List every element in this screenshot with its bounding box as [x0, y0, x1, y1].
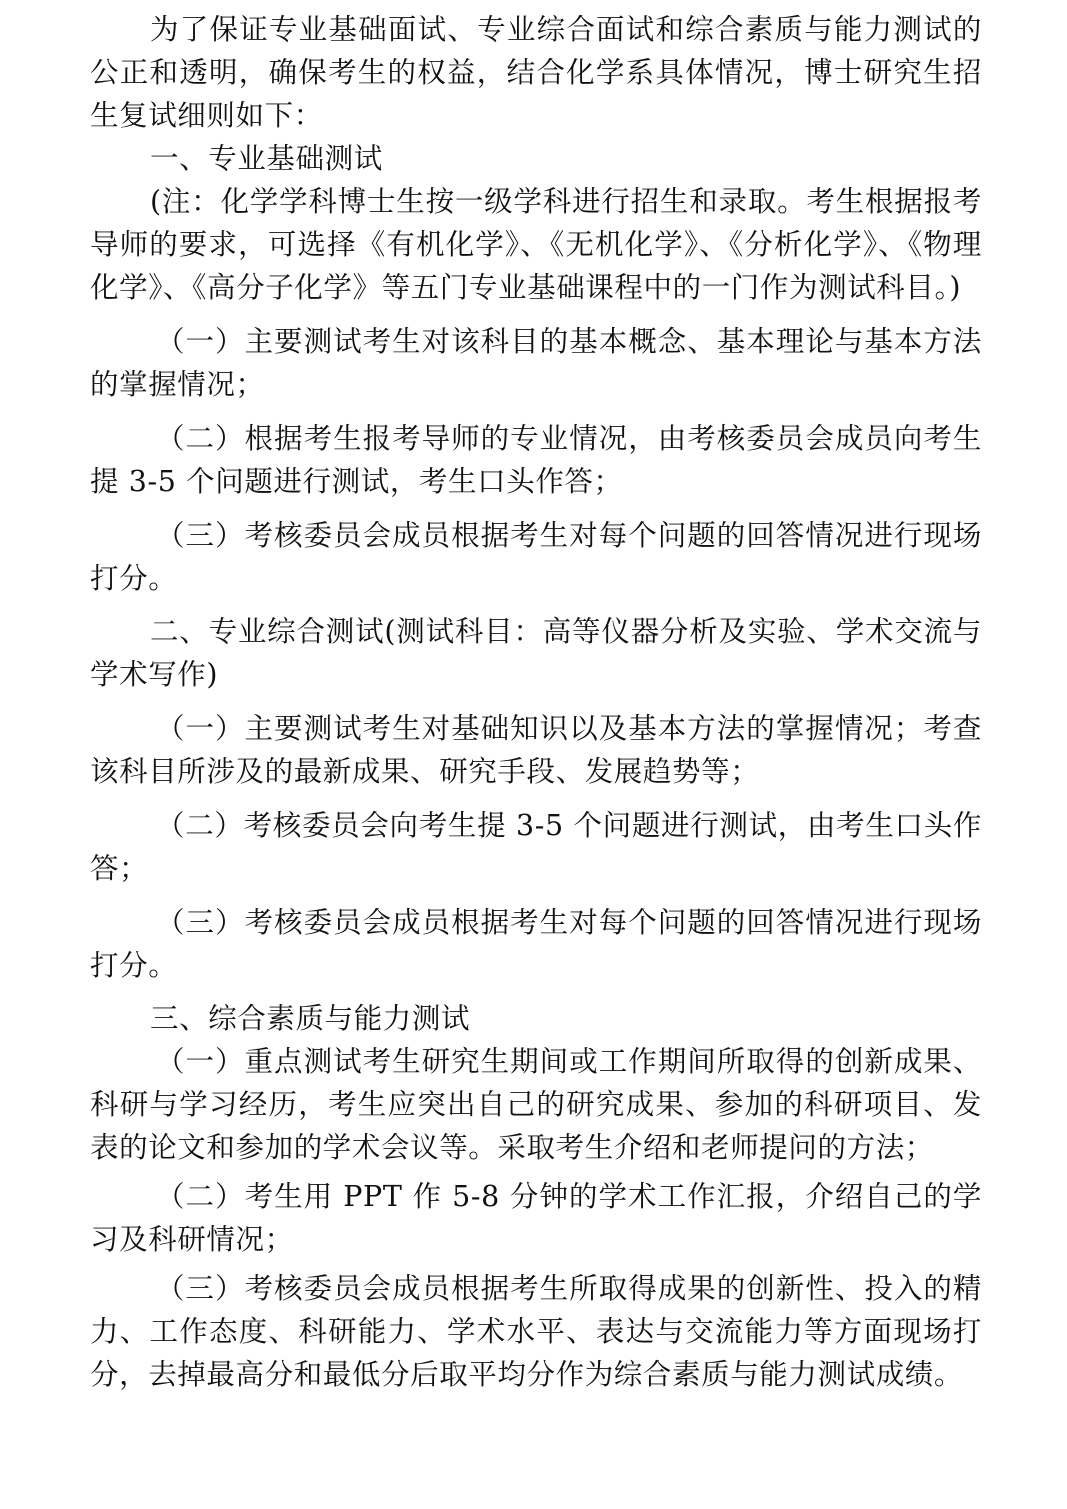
- section-2-item-3: （三）考核委员会成员根据考生对每个问题的回答情况进行现场打分。: [90, 906, 982, 982]
- intro-paragraph: 为了保证专业基础面试、专业综合面试和综合素质与能力测试的公正和透明，确保考生的权益，结合化学系具体情况，博士研究生招生复试细则如下：: [90, 13, 982, 132]
- section-3-item-3: （三）考核委员会成员根据考生所取得成果的创新性、投入的精力、工作态度、科研能力、学术水平、表达与交流能力等方面现场打分，去掉最高分和最低分后取平均分作为综合素质与能力测试成绩。: [90, 1272, 982, 1391]
- section-3-heading: 三、综合素质与能力测试: [150, 1002, 471, 1035]
- section-1-item-2: （二）根据考生报考导师的专业情况，由考核委员会成员向考生提 3-5 个问题进行测试，考生口头作答；: [90, 422, 982, 498]
- section-1-note: (注：化学学科博士生按一级学科进行招生和录取。考生根据报考导师的要求，可选择《有机化学》、《无机化学》、《分析化学》、《物理化学》、《高分子化学》等五门专业基础课程中的一门作为测试科目。): [90, 185, 982, 304]
- section-1-item-3: （三）考核委员会成员根据考生对每个问题的回答情况进行现场打分。: [90, 519, 982, 595]
- section-1-item-1: （一）主要测试考生对该科目的基本概念、基本理论与基本方法的掌握情况；: [90, 325, 982, 401]
- section-2-item-2: （二）考核委员会向考生提 3-5 个问题进行测试，由考生口头作答；: [90, 809, 982, 885]
- document-page: [90, 0, 982, 1396]
- section-2-heading: 二、专业综合测试(测试科目：高等仪器分析及实验、学术交流与学术写作): [90, 615, 982, 691]
- section-3-item-2: （二）考生用 PPT 作 5-8 分钟的学术工作汇报，介绍自己的学习及科研情况；: [90, 1180, 982, 1256]
- section-1-heading: 一、专业基础测试: [150, 142, 383, 175]
- section-3-item-1: （一）重点测试考生研究生期间或工作期间所取得的创新成果、科研与学习经历，考生应突出自己的研究成果、参加的科研项目、发表的论文和参加的学术会议等。采取考生介绍和老师提问的方法；: [90, 1045, 982, 1164]
- section-2-item-1: （一）主要测试考生对基础知识以及基本方法的掌握情况；考查该科目所涉及的最新成果、研究手段、发展趋势等；: [90, 712, 982, 788]
